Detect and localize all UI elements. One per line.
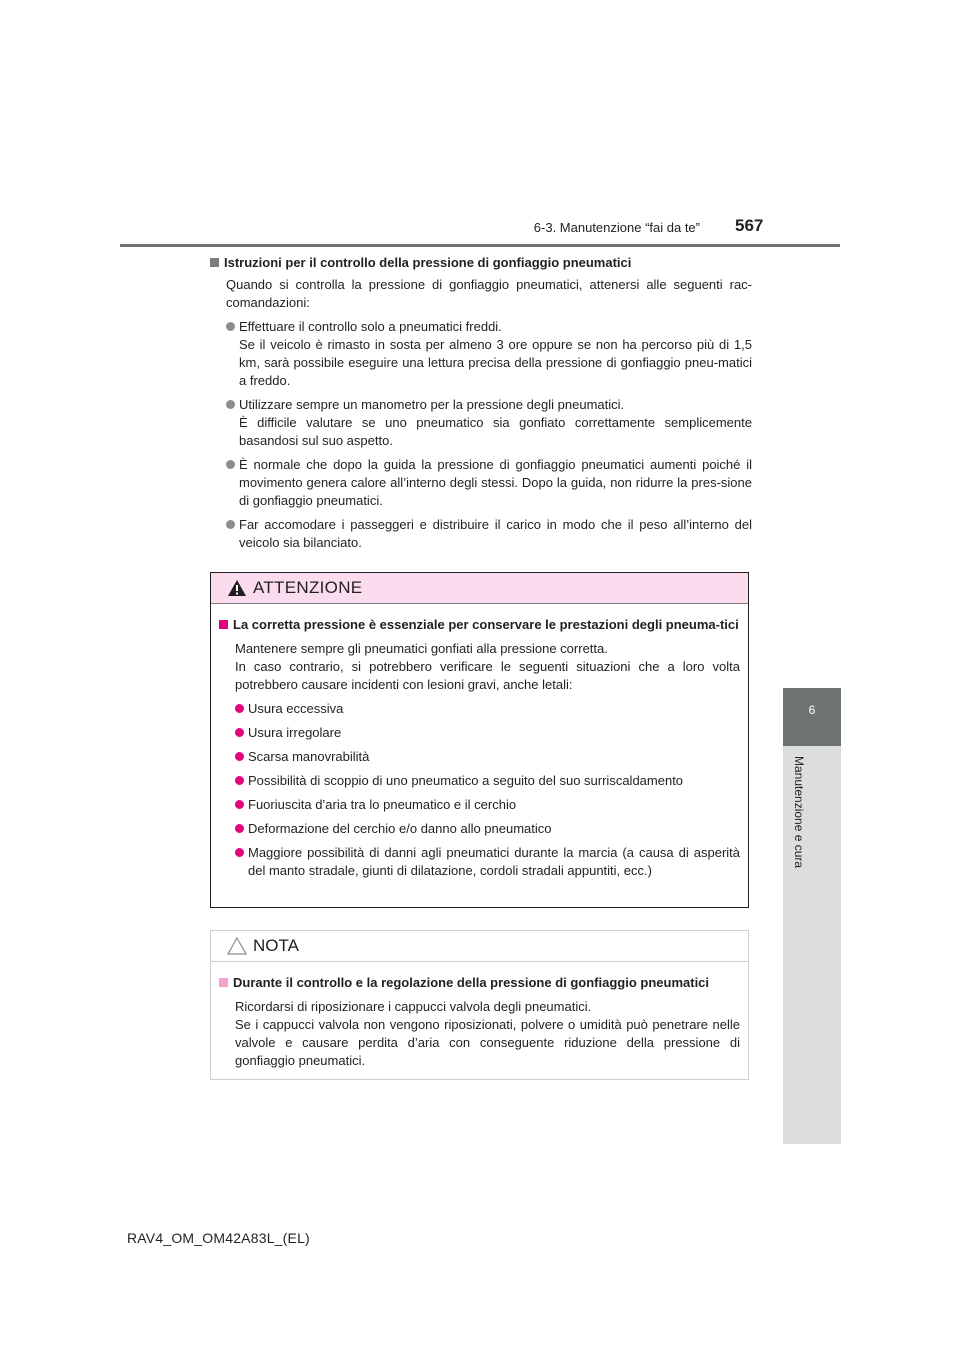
list-item [226, 456, 752, 510]
square-bullet-icon [219, 978, 228, 987]
warning-paragraph-line: In caso contrario, si potrebbero verificare le seguenti situazioni che a loro volta potrebbero causare incidenti con lesioni gravi, anche letali: [235, 659, 740, 692]
notice-body [211, 962, 748, 1070]
warning-paragraph [235, 640, 740, 694]
list-item [226, 396, 752, 450]
list-item-text: Utilizzare sempre un manometro per la pressione degli pneumatici. [239, 397, 625, 412]
notice-paragraph-line: Ricordarsi di riposizionare i cappucci valvola degli pneumatici. [235, 999, 592, 1014]
list-item [235, 820, 740, 838]
circle-bullet-icon [226, 460, 235, 469]
notice-paragraph-line: Se i cappucci valvola non vengono riposizionati, polvere o umidità può penetrare nelle valvole e causare perdita d’aria con conseguente riduzione della pressione di gonfiaggio pneumatici. [235, 1017, 740, 1068]
list-item [235, 700, 740, 718]
notice-title: NOTA [253, 936, 299, 955]
notice-header [211, 931, 748, 962]
list-item-text: Se il veicolo è rimasto in sosta per almeno 3 ore oppure se non ha percorso più di 1,5 km, sarà possibile eseguire una lettura precisa della pressione di gonfiaggio pneu-matici a freddo. [239, 337, 752, 388]
section-heading [210, 254, 752, 272]
header-divider [120, 244, 840, 247]
warning-box [210, 572, 749, 908]
circle-bullet-icon [226, 400, 235, 409]
warning-triangle-icon [227, 579, 247, 597]
list-item [226, 318, 752, 390]
list-item-text: È normale che dopo la guida la pressione di gonfiaggio pneumatici aumenti poiché il movimento genera calore all’interno degli stessi. Dopo la guida, non ridurre la pres-sione di gonfiaggio pneumatici. [239, 457, 752, 508]
chapter-tab-label: Manutenzione e cura [792, 756, 806, 869]
list-item-text: È difficile valutare se uno pneumatico sia gonfiato correttamente semplicemente basandosi sul suo aspetto. [239, 415, 752, 448]
list-item-text: Usura irregolare [248, 725, 342, 740]
warning-heading [219, 616, 740, 634]
warning-list [235, 700, 740, 880]
notice-triangle-icon [227, 937, 247, 955]
circle-bullet-icon [226, 322, 235, 331]
list-item-text: Far accomodare i passeggeri e distribuire il carico in modo che il peso all’interno del veicolo sia bilanciato. [239, 517, 752, 550]
section-heading-text: Istruzioni per il controllo della pressione di gonfiaggio pneumatici [224, 255, 632, 270]
list-item [235, 724, 740, 742]
list-item [226, 516, 752, 552]
warning-title: ATTENZIONE [253, 578, 363, 597]
chapter-tab[interactable]: 6 [783, 688, 841, 746]
circle-bullet-icon [235, 800, 244, 809]
circle-bullet-icon [235, 752, 244, 761]
circle-bullet-icon [235, 776, 244, 785]
page-number: 567 [735, 216, 764, 235]
list-item-text: Effettuare il controllo solo a pneumatici freddi. [239, 319, 502, 334]
circle-bullet-icon [235, 848, 244, 857]
circle-bullet-icon [235, 824, 244, 833]
square-bullet-icon [219, 620, 228, 629]
list-item-text: Scarsa manovrabilità [248, 749, 370, 764]
circle-bullet-icon [235, 728, 244, 737]
list-item-text: Maggiore possibilità di danni agli pneumatici durante la marcia (a causa di asperità del manto stradale, giunti di dilatazione, cordoli stradali appuntiti, ecc.) [248, 845, 740, 878]
list-item [235, 748, 740, 766]
main-content [210, 254, 752, 558]
notice-heading [219, 974, 740, 992]
warning-heading-text: La corretta pressione è essenziale per conservare le prestazioni degli pneuma-tici [233, 617, 739, 632]
circle-bullet-icon [226, 520, 235, 529]
list-item-text: Usura eccessiva [248, 701, 344, 716]
notice-box [210, 930, 749, 1080]
warning-paragraph-line: Mantenere sempre gli pneumatici gonfiati alla pressione corretta. [235, 641, 608, 656]
list-item-text: Deformazione del cerchio e/o danno allo pneumatico [248, 821, 552, 836]
intro-paragraph: Quando si controlla la pressione di gonfiaggio pneumatici, attenersi alle seguenti rac-comandazioni: [226, 277, 752, 310]
list-item-text: Fuoriuscita d’aria tra lo pneumatico e il cerchio [248, 797, 517, 812]
recommendation-list [226, 318, 752, 552]
header-section-title: 6-3. Manutenzione “fai da te” [533, 220, 700, 235]
circle-bullet-icon [235, 704, 244, 713]
warning-body [211, 604, 748, 880]
square-bullet-icon [210, 258, 219, 267]
warning-header [211, 573, 748, 604]
notice-paragraph [235, 998, 740, 1070]
list-item [235, 772, 740, 790]
list-item [235, 796, 740, 814]
document-code: RAV4_OM_OM42A83L_(EL) [127, 1230, 310, 1246]
list-item [235, 844, 740, 880]
notice-heading-text: Durante il controllo e la regolazione della pressione di gonfiaggio pneumatici [233, 975, 710, 990]
list-item-text: Possibilità di scoppio di uno pneumatico a seguito del suo surriscaldamento [248, 773, 684, 788]
